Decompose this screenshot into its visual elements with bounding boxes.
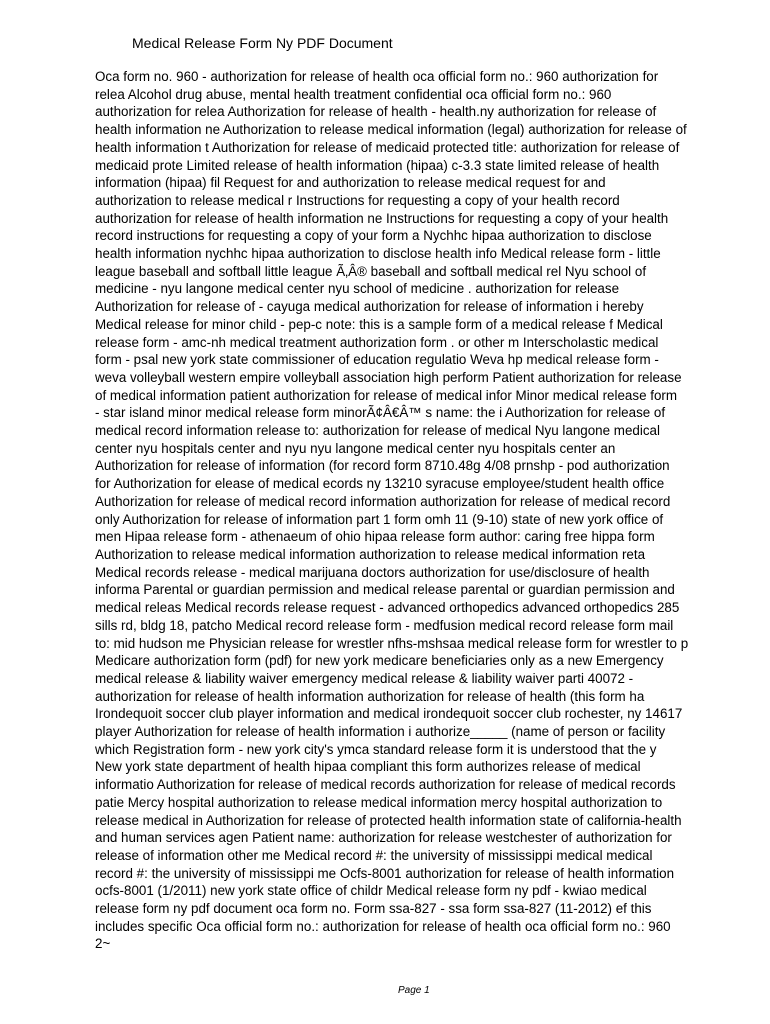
body-text-line: medical releas Medical records release request - advanced orthopedics advanced orthopedics 285 (95, 600, 680, 616)
body-text-line: medical release & liability waiver emergency medical release & liability waiver parti 40072 - (95, 670, 634, 686)
body-text-line: record #: the university of mississippi me Ocfs-8001 authorization for release of health information (95, 865, 675, 881)
body-text-line: health information ne Authorization to release medical information (legal) authorization for release of (95, 122, 687, 138)
body-text-line: patie Mercy hospital authorization to release medical information mercy hospital authorization to (95, 794, 663, 810)
page-number: Page 1 (398, 985, 430, 996)
body-text-line: form - psal new york state commissioner of education regulatio Weva hp medical release form - (95, 352, 659, 368)
body-text-line: Medical release for minor child - pep-c note: this is a sample form of a medical release f Medical (95, 316, 663, 332)
body-text-line: relea Alcohol drug abuse, mental health treatment confidential oca official form no.: 960 (95, 86, 612, 102)
body-text-line: Irondequoit soccer club player information and medical irondequoit soccer club rochester, ny 14617 (95, 706, 683, 722)
body-text-line: 2~ (95, 936, 111, 952)
body-text-line: authorization for release of health information ne Instructions for requesting a copy of your health (95, 210, 669, 226)
body-text-line: informatio Authorization for release of medical records authorization for release of medical records (95, 777, 676, 793)
body-text-line: Authorization to release medical information authorization to release medical information reta (95, 546, 646, 562)
body-text-line: - star island minor medical release form minorÃ¢Â€Â™ s name: the i Authorization for release of (95, 405, 666, 421)
body-text-line: player Authorization for release of health information i authorize_____ (name of person or facility (95, 724, 666, 740)
body-text-line: weva volleyball western empire volleyball association high perform Patient authorization for release (95, 369, 682, 385)
body-text-line: medicaid prote Limited release of health information (hipaa) c-3.3 state limited release of health (95, 157, 660, 173)
body-text-line: health information t Authorization for release of medicaid protected title: authorization for release of (95, 139, 680, 155)
body-text-line: authorization to release medical r Instructions for requesting a copy of your health record (95, 192, 620, 208)
body-text-line: Authorization for release of information (for record form 8710.48g 4/08 prnshp - pod authorization (95, 458, 670, 474)
body-text-line: league baseball and softball little league Ã‚Â® baseball and softball medical rel Nyu school of (95, 263, 647, 279)
body-text-line: for Authorization for elease of medical ecords ny 13210 syracuse employee/student health office (95, 476, 665, 492)
body-text-line: medical record information release to: authorization for release of medical Nyu langone medical (95, 423, 660, 439)
body-text-line: New york state department of health hipaa compliant this form authorizes release of medical (95, 759, 641, 775)
body-text-line: authorization for relea Authorization for release of health - health.ny authorization for release of (95, 104, 657, 120)
body-text-line: Medicare authorization form (pdf) for new york medicare beneficiaries only as a new Emergency (95, 653, 664, 669)
body-text-line: Oca form no. 960 - authorization for release of health oca official form no.: 960 authorization for (95, 69, 659, 84)
body-text-line: health information nychhc hipaa authorization to disclose health info Medical release form - little (95, 246, 661, 262)
body-text-line: Authorization for release of - cayuga medical authorization for release of information i hereby (95, 299, 644, 315)
body-text-line: of medical information patient authorization for release of medical infor Minor medical release form (95, 387, 678, 403)
document-body (95, 68, 745, 953)
body-text-line: release form ny pdf document oca form no. Form ssa-827 - ssa form ssa-827 (11-2012) ef this (95, 901, 652, 917)
body-text-line: men Hipaa release form - athenaeum of ohio hipaa release form author: caring free hippa form (95, 529, 655, 545)
body-text-line: which Registration form - new york city's ymca standard release form it is understood that the y (95, 741, 657, 757)
document-title: Medical Release Form Ny PDF Document (132, 35, 393, 51)
body-text-line: medicine - nyu langone medical center nyu school of medicine . authorization for release (95, 281, 620, 297)
body-text-line: release of information other me Medical record #: the university of mississippi medical medical (95, 847, 653, 863)
body-text-line: sills rd, bldg 18, patcho Medical record release form - medfusion medical record release form mail (95, 617, 674, 633)
body-text-line: includes specific Oca official form no.: authorization for release of health oca official form no.: 960 (95, 918, 671, 934)
body-text-line: center nyu hospitals center and nyu nyu langone medical center nyu hospitals center an (95, 440, 616, 456)
body-text-line: authorization for release of health information authorization for release of health (this form ha (95, 688, 645, 704)
body-text-line: information (hipaa) fil Request for and authorization to release medical request for and (95, 175, 606, 191)
body-text-line: to: mid hudson me Physician release for wrestler nfhs-mshsaa medical release form for wrestler to p (95, 635, 689, 651)
body-text-line: ocfs-8001 (1/2011) new york state office of childr Medical release form ny pdf - kwiao medical (95, 883, 647, 899)
body-text-line: release medical in Authorization for release of protected health information state of california-health (95, 812, 682, 828)
body-text-line: release form - amc-nh medical treatment authorization form . or other m Interscholastic medical (95, 334, 659, 350)
body-text-line: and human services agen Patient name: authorization for release westchester of authorization for (95, 830, 672, 846)
body-text-line: informa Parental or guardian permission and medical release parental or guardian permission and (95, 582, 675, 598)
body-text-line: Medical records release - medical marijuana doctors authorization for use/disclosure of health (95, 564, 650, 580)
body-text-line: Authorization for release of medical record information authorization for release of medical record (95, 493, 671, 509)
body-text-line: record instructions for requesting a copy of your form a Nychhc hipaa authorization to disclose (95, 228, 652, 244)
body-text-line: only Authorization for release of information part 1 form omh 11 (9-10) state of new york office of (95, 511, 664, 527)
